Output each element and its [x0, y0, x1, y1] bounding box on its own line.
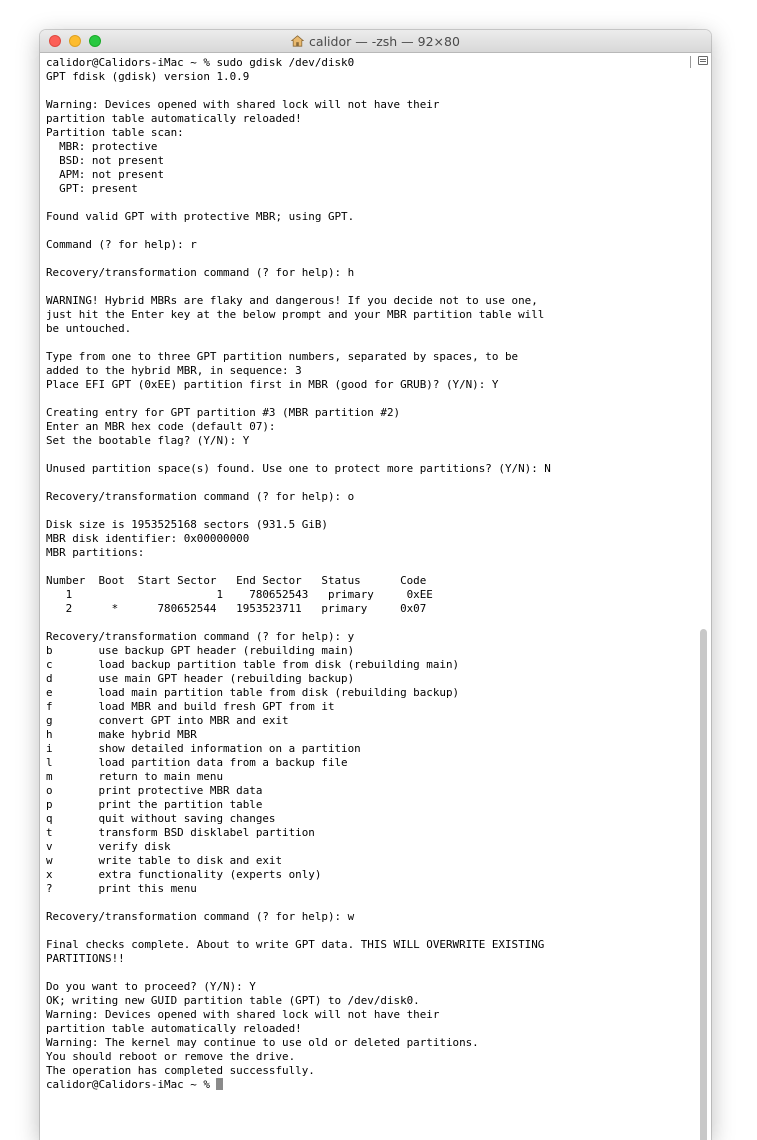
terminal-line: ? print this menu: [46, 882, 197, 895]
terminal-line: just hit the Enter key at the below prompt and your MBR partition table will: [46, 308, 545, 321]
terminal-line: Do you want to proceed? (Y/N): Y: [46, 980, 256, 993]
terminal-line: t transform BSD disklabel partition: [46, 826, 315, 839]
terminal-line: [46, 896, 695, 910]
terminal-line: MBR partitions:: [46, 546, 145, 559]
terminal-line: Recovery/transformation command (? for help): y: [46, 630, 355, 643]
terminal-line: You should reboot or remove the drive.: [46, 1050, 296, 1063]
terminal-line: Recovery/transformation command (? for help): w: [46, 910, 355, 923]
terminal-line: Recovery/transformation command (? for help): h: [46, 266, 355, 279]
split-divider: [690, 56, 691, 68]
home-folder-icon: [291, 35, 304, 47]
terminal-line: GPT fdisk (gdisk) version 1.0.9: [46, 70, 250, 83]
terminal-line: o print protective MBR data: [46, 784, 263, 797]
terminal-line: e load main partition table from disk (rebuilding backup): [46, 686, 460, 699]
title-group: [40, 30, 711, 52]
terminal-line: [46, 476, 695, 490]
split-pane-icon[interactable]: [698, 56, 708, 65]
terminal-line: added to the hybrid MBR, in sequence: 3: [46, 364, 302, 377]
terminal-line: APM: not present: [46, 168, 165, 181]
terminal-line: Type from one to three GPT partition numbers, separated by spaces, to be: [46, 350, 519, 363]
terminal-line: partition table automatically reloaded!: [46, 1022, 302, 1035]
terminal-line: Unused partition space(s) found. Use one to protect more partitions? (Y/N): N: [46, 462, 551, 475]
terminal-line: [46, 560, 695, 574]
terminal-line: c load backup partition table from disk (rebuilding main): [46, 658, 460, 671]
terminal-line: q quit without saving changes: [46, 812, 276, 825]
terminal-line: Number Boot Start Sector End Sector Status Code: [46, 574, 427, 587]
terminal-line: Recovery/transformation command (? for help): o: [46, 490, 355, 503]
terminal-line: g convert GPT into MBR and exit: [46, 714, 289, 727]
terminal-window: [40, 30, 711, 1140]
terminal-line: l load partition data from a backup file: [46, 756, 348, 769]
terminal-line: [46, 966, 695, 980]
terminal-line: partition table automatically reloaded!: [46, 112, 302, 125]
terminal-line: v verify disk: [46, 840, 171, 853]
window-title: calidor — -zsh — 92×80: [309, 33, 460, 49]
terminal-line: [46, 924, 695, 938]
terminal-line: Warning: Devices opened with shared lock will not have their: [46, 98, 440, 111]
terminal-output[interactable]: [40, 53, 695, 1140]
terminal-line: [46, 448, 695, 462]
terminal-line: [46, 616, 695, 630]
terminal-line: d use main GPT header (rebuilding backup): [46, 672, 355, 685]
terminal-line: i show detailed information on a partition: [46, 742, 361, 755]
terminal-line: Creating entry for GPT partition #3 (MBR partition #2): [46, 406, 401, 419]
terminal-prompt-line[interactable]: [46, 1078, 695, 1092]
terminal-line: OK; writing new GUID partition table (GPT) to /dev/disk0.: [46, 994, 420, 1007]
terminal-line: Set the bootable flag? (Y/N): Y: [46, 434, 250, 447]
terminal-line: Warning: The kernel may continue to use old or deleted partitions.: [46, 1036, 479, 1049]
terminal-line: [46, 224, 695, 238]
terminal-line: m return to main menu: [46, 770, 224, 783]
terminal-line: Place EFI GPT (0xEE) partition first in MBR (good for GRUB)? (Y/N): Y: [46, 378, 499, 391]
terminal-line: GPT: present: [46, 182, 138, 195]
terminal-line: [46, 392, 695, 406]
terminal-line: Warning: Devices opened with shared lock will not have their: [46, 1008, 440, 1021]
terminal-line: 1 1 780652543 primary 0xEE: [46, 588, 433, 601]
terminal-line: b use backup GPT header (rebuilding main): [46, 644, 355, 657]
terminal-line: MBR disk identifier: 0x00000000: [46, 532, 250, 545]
terminal-line: Disk size is 1953525168 sectors (931.5 GiB): [46, 518, 328, 531]
terminal-line: w write table to disk and exit: [46, 854, 283, 867]
terminal-line: BSD: not present: [46, 154, 165, 167]
shell-prompt: calidor@Calidors-iMac ~ %: [46, 1078, 217, 1091]
terminal-line: x extra functionality (experts only): [46, 868, 322, 881]
text-cursor: [216, 1078, 223, 1090]
terminal-line: f load MBR and build fresh GPT from it: [46, 700, 335, 713]
terminal-line: h make hybrid MBR: [46, 728, 197, 741]
title-bar[interactable]: [40, 30, 711, 53]
terminal-line: [46, 84, 695, 98]
terminal-line: The operation has completed successfully.: [46, 1064, 315, 1077]
terminal-line: Final checks complete. About to write GPT data. THIS WILL OVERWRITE EXISTING: [46, 938, 545, 951]
scrollbar-thumb[interactable]: [700, 629, 707, 1140]
terminal-line: Enter an MBR hex code (default 07):: [46, 420, 276, 433]
terminal-line: [46, 504, 695, 518]
terminal-line: Command (? for help): r: [46, 238, 197, 251]
terminal-line: PARTITIONS!!: [46, 952, 125, 965]
terminal-line: [46, 252, 695, 266]
terminal-line: WARNING! Hybrid MBRs are flaky and dangerous! If you decide not to use one,: [46, 294, 538, 307]
terminal-line: Found valid GPT with protective MBR; using GPT.: [46, 210, 355, 223]
terminal-line: calidor@Calidors-iMac ~ % sudo gdisk /dev/disk0: [46, 56, 355, 69]
terminal-line: Partition table scan:: [46, 126, 184, 139]
terminal-line: [46, 336, 695, 350]
terminal-line: [46, 196, 695, 210]
scrollbar-track[interactable]: [695, 53, 711, 1140]
terminal-line: 2 * 780652544 1953523711 primary 0x07: [46, 602, 427, 615]
terminal-line: MBR: protective: [46, 140, 158, 153]
terminal-line: [46, 280, 695, 294]
terminal-line: be untouched.: [46, 322, 132, 335]
terminal-line: p print the partition table: [46, 798, 263, 811]
